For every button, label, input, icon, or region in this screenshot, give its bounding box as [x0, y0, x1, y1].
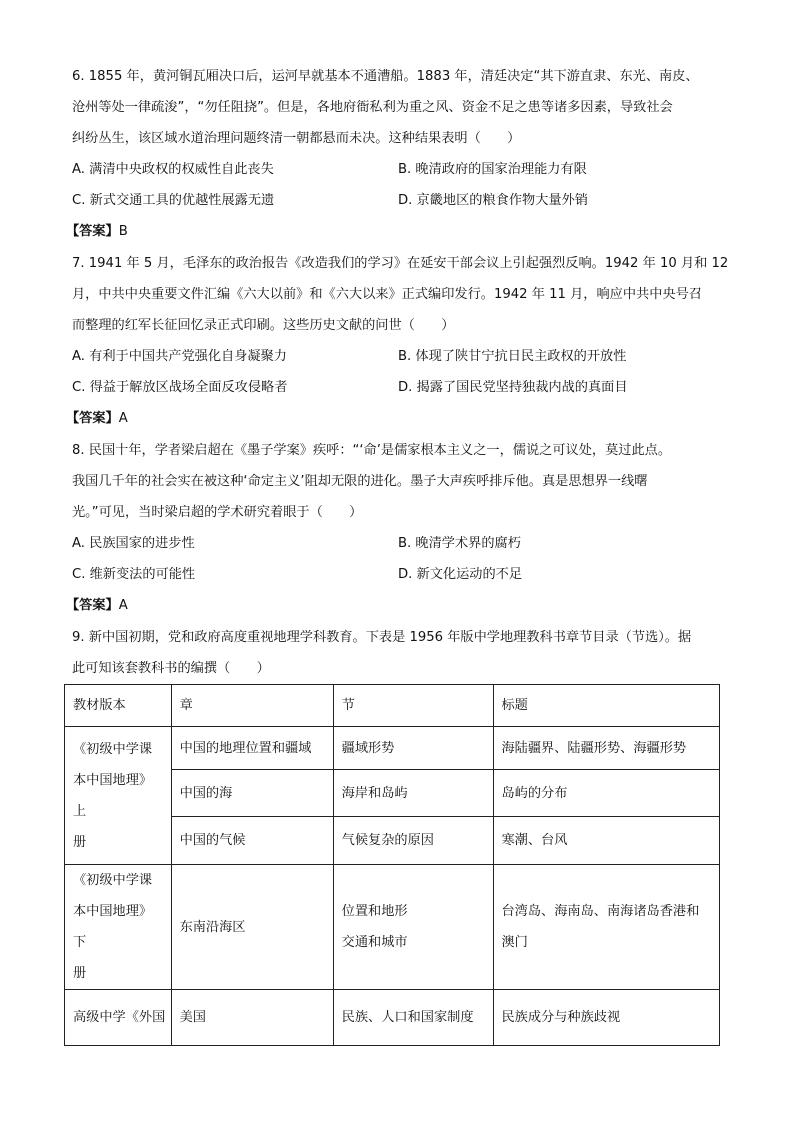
title-cell: 寒潮、台风 — [493, 817, 720, 865]
answer-value: B — [118, 224, 128, 239]
answer-value: A — [118, 411, 128, 426]
question-8-line-2: 我国几千年的社会实在被这种‘命定主义’阻却无限的进化。墨子大声疾呼排斥他。真是思想界一线曙 — [72, 474, 648, 489]
section-cell: 海岸和岛屿 — [333, 770, 493, 817]
question-6-options-cd — [72, 185, 728, 216]
header-cell: 章 — [171, 685, 333, 727]
book-line: 册 — [73, 834, 87, 850]
option-c[interactable]: C. 维新变法的可能性 — [72, 567, 196, 582]
option-a[interactable]: A. 满清中央政权的权威性自此丧失 — [72, 162, 274, 177]
section-cell: 气候复杂的原因 — [333, 817, 493, 865]
question-8 — [66, 435, 728, 621]
option-d[interactable]: D. 京畿地区的粮食作物大量外销 — [398, 193, 588, 208]
question-7 — [66, 248, 729, 434]
answer-label: 【答案】 — [66, 411, 119, 426]
book-line: 本中国地理》下 — [73, 904, 153, 950]
question-6-line-3: 纠纷丛生，该区域水道治理问题终清一朝都悬而未决。这种结果表明（ ） — [72, 131, 521, 146]
option-b[interactable]: B. 体现了陕甘宁抗日民主政权的开放性 — [398, 349, 627, 364]
option-a[interactable]: A. 有利于中国共产党强化自身凝聚力 — [72, 349, 287, 364]
book-line: 本中国地理》上 — [73, 772, 153, 819]
question-8-line-3: 光。”可见，当时梁启超的学术研究着眼于（ ） — [72, 505, 363, 520]
option-c[interactable]: C. 得益于解放区战场全面反攻侵略者 — [72, 380, 288, 395]
title-cell: 海陆疆界、陆疆形势、海疆形势 — [493, 727, 720, 770]
option-c[interactable]: C. 新式交通工具的优越性展露无遗 — [72, 193, 275, 208]
chapter-cell: 中国的气候 — [171, 817, 333, 865]
book-cell — [65, 865, 172, 990]
table-row — [65, 990, 720, 1046]
question-9-line-2: 此可知该套教科书的编撰（ ） — [72, 661, 270, 676]
question-9-line-1: 9. 新中国初期，党和政府高度重视地理学科教育。下表是 1956 年版中学地理教科书章节目录（节选）。据 — [72, 630, 692, 645]
question-8-answer — [66, 590, 728, 621]
table-header-row — [65, 685, 720, 727]
title-cell: 岛屿的分布 — [493, 770, 720, 817]
table-row — [65, 727, 720, 770]
question-7-options-cd — [72, 372, 728, 403]
chapter-cell: 东南沿海区 — [171, 865, 333, 990]
title-line: 澳门 — [501, 935, 528, 950]
question-6-options-ab — [72, 154, 728, 185]
header-cell: 节 — [333, 685, 493, 727]
question-6-answer — [66, 216, 728, 247]
option-b[interactable]: B. 晚清政府的国家治理能力有限 — [398, 162, 587, 177]
book-line: 《初级中学课 — [73, 873, 153, 888]
question-8-options-cd — [72, 559, 728, 590]
option-d[interactable]: D. 新文化运动的不足 — [398, 567, 523, 582]
title-line: 台湾岛、海南岛、南海诸岛香港和 — [501, 904, 700, 919]
section-cell — [333, 865, 493, 990]
title-cell — [493, 865, 720, 990]
answer-label: 【答案】 — [66, 598, 119, 613]
table-row — [65, 865, 720, 990]
option-a[interactable]: A. 民族国家的进步性 — [72, 536, 195, 551]
chapter-cell: 中国的地理位置和疆域 — [171, 727, 333, 770]
question-7-options-ab — [72, 341, 728, 372]
textbook-table — [64, 684, 720, 1046]
chapter-cell: 美国 — [171, 990, 333, 1046]
question-8-options-ab — [72, 528, 728, 559]
chapter-cell: 中国的海 — [171, 770, 333, 817]
option-d[interactable]: D. 揭露了国民党坚持独裁内战的真面目 — [398, 380, 628, 395]
book-line: 《初级中学课 — [73, 741, 153, 757]
question-6 — [66, 61, 728, 247]
title-cell: 民族成分与种族歧视 — [493, 990, 720, 1046]
section-line: 位置和地形 — [341, 904, 408, 919]
question-6-line-1: 6. 1855 年，黄河铜瓦厢决口后，运河早就基本不通漕船。1883 年，清廷决定“其下游直隶、东光、南皮、 — [72, 69, 699, 84]
question-7-line-3: 而整理的红军长征回忆录正式印刷。这些历史文献的问世（ ） — [72, 318, 455, 333]
question-6-line-2: 沧州等处一律疏浚”，“勿任阻挠”。但是，各地府衙私利为重之风、资金不足之患等诸多因素，导致社会 — [72, 100, 673, 115]
header-cell: 教材版本 — [65, 685, 172, 727]
book-cell: 高级中学《外国 — [65, 990, 172, 1046]
option-b[interactable]: B. 晚清学术界的腐朽 — [398, 536, 521, 551]
book-line: 册 — [73, 966, 87, 981]
question-8-line-1: 8. 民国十年，学者梁启超在《墨子学案》疾呼：“‘命’是儒家根本主义之一，儒说之可议处，莫过此点。 — [72, 443, 672, 458]
section-cell: 疆域形势 — [333, 727, 493, 770]
section-line: 交通和城市 — [341, 935, 408, 950]
question-7-answer — [66, 403, 728, 434]
question-7-line-1: 7. 1941 年 5 月，毛泽东的政治报告《改造我们的学习》在延安干部会议上引起强烈反响。1942 年 10 月和 12 — [72, 256, 729, 271]
book-cell — [65, 727, 172, 865]
question-9 — [72, 622, 728, 684]
answer-value: A — [118, 598, 128, 613]
header-cell: 标题 — [493, 685, 720, 727]
section-cell: 民族、人口和国家制度 — [333, 990, 493, 1046]
question-7-line-2: 月，中共中央重要文件汇编《六大以前》和《六大以来》正式编印发行。1942 年 11 月，响应中共中央号召 — [72, 287, 702, 302]
answer-label: 【答案】 — [66, 224, 119, 239]
